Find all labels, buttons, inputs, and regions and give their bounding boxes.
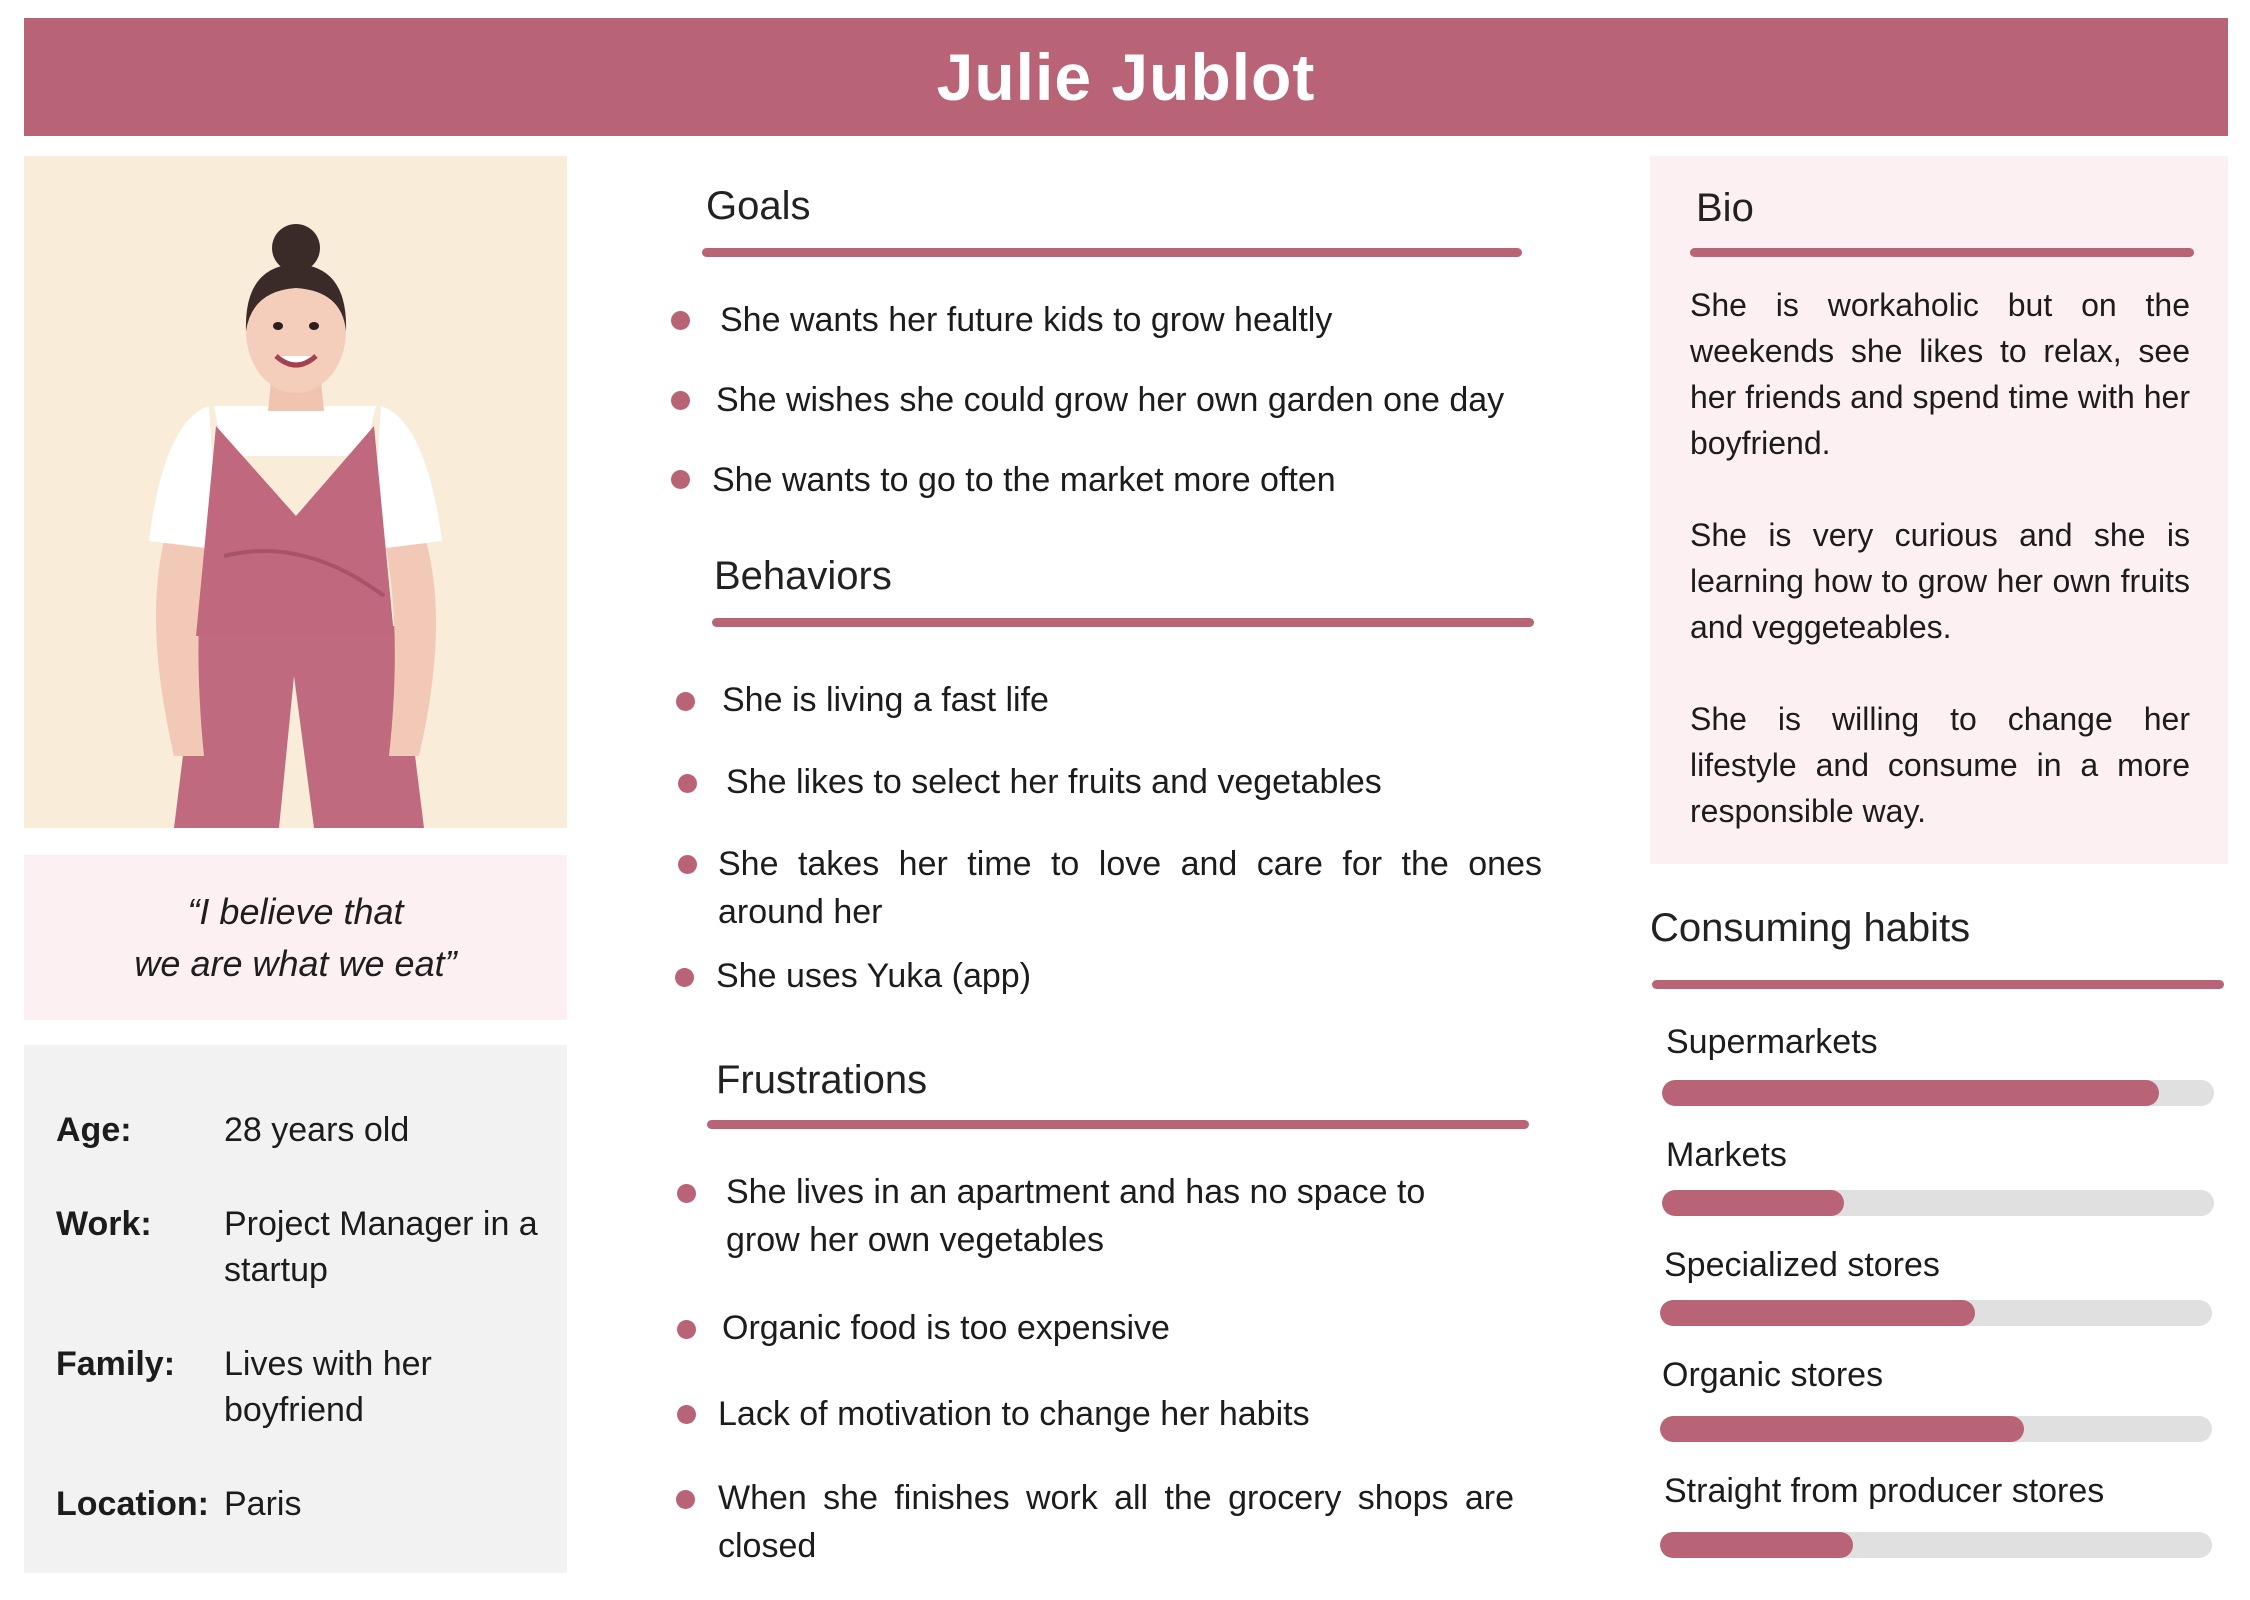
bullet-dot: [671, 470, 690, 489]
goals-title: Goals: [706, 184, 811, 228]
habit-bar-track: [1660, 1416, 2212, 1442]
behaviors-divider: [712, 618, 1534, 627]
frustration-item: When she finishes work all the grocery shops are closed: [718, 1479, 1514, 1565]
bullet-dot: [675, 968, 694, 987]
persona-illustration: [24, 156, 567, 828]
bullet-dot: [677, 1405, 696, 1424]
age-value: 28 years old: [224, 1111, 410, 1149]
frustrations-divider: [707, 1120, 1529, 1129]
goal-item: She wishes she could grow her own garden one day: [716, 381, 1505, 419]
bio-paragraph: She is willing to change her lifestyle and consume in a more responsible way.: [1690, 701, 2190, 829]
behaviors-title: Behaviors: [714, 554, 892, 598]
work-value: Project Manager in a startup: [224, 1205, 538, 1289]
frustration-item: Organic food is too expensive: [722, 1309, 1170, 1347]
quote-line-1: “I believe that: [187, 890, 404, 932]
bullet-dot: [671, 391, 690, 410]
habit-bar-fill: [1662, 1080, 2159, 1106]
location-value: Paris: [224, 1485, 302, 1523]
work-label: Work:: [56, 1205, 152, 1243]
persona-quote: [24, 855, 567, 1020]
habit-bar-track: [1662, 1080, 2214, 1106]
header-banner: [24, 18, 2228, 136]
behavior-item: She uses Yuka (app): [716, 957, 1032, 995]
bullet-dot: [677, 1320, 696, 1339]
habit-bar-fill: [1660, 1416, 2024, 1442]
persona-name: Julie Jublot: [936, 40, 1316, 114]
bio-title: Bio: [1696, 186, 1754, 230]
goal-item: She wants to go to the market more often: [712, 461, 1336, 499]
frustrations-title: Frustrations: [716, 1058, 928, 1102]
location-label: Location:: [56, 1485, 209, 1523]
habit-bar-fill: [1660, 1300, 1975, 1326]
persona-info-panel: [24, 1045, 567, 1573]
bullet-dot: [676, 692, 695, 711]
habit-label: Supermarkets: [1666, 1023, 1878, 1061]
persona-photo: [24, 156, 567, 828]
habit-bar-track: [1662, 1190, 2214, 1216]
goal-item: She wants her future kids to grow healtly: [720, 301, 1333, 339]
bio-paragraph: She is very curious and she is learning how to grow her own fruits and veggeteables.: [1690, 517, 2190, 645]
consuming-habits-divider: [1652, 980, 2224, 989]
habit-label: Straight from producer stores: [1664, 1472, 2105, 1510]
behavior-item: She is living a fast life: [722, 681, 1049, 719]
bio-divider: [1690, 248, 2194, 257]
behavior-item: She likes to select her fruits and vegetables: [726, 763, 1382, 801]
bio-panel: [1650, 156, 2228, 864]
consuming-habits-title: Consuming habits: [1650, 906, 1971, 950]
age-label: Age:: [56, 1111, 132, 1149]
bullet-dot: [677, 1184, 696, 1203]
family-value: Lives with her boyfriend: [224, 1345, 432, 1429]
bullet-dot: [676, 1490, 695, 1509]
habit-label: Markets: [1666, 1136, 1787, 1174]
frustration-item: Lack of motivation to change her habits: [718, 1395, 1310, 1433]
bio-paragraph: She is workaholic but on the weekends she likes to relax, see her friends and spend time with her boyfriend.: [1690, 287, 2190, 461]
quote-line-2: we are what we eat”: [134, 942, 457, 984]
bullet-dot: [678, 774, 697, 793]
goals-divider: [702, 248, 1522, 257]
habit-bar-fill: [1662, 1190, 1844, 1216]
habit-bar-track: [1660, 1532, 2212, 1558]
habit-bar-track: [1660, 1300, 2212, 1326]
habit-label: Organic stores: [1662, 1356, 1884, 1394]
bullet-dot: [671, 311, 690, 330]
bullet-dot: [678, 855, 697, 874]
behavior-item: She takes her time to love and care for the ones around her: [718, 845, 1542, 931]
frustration-item: She lives in an apartment and has no space to grow her own vegetables: [726, 1173, 1426, 1259]
habit-label: Specialized stores: [1664, 1246, 1940, 1284]
habit-bar-fill: [1660, 1532, 1853, 1558]
family-label: Family:: [56, 1345, 176, 1383]
